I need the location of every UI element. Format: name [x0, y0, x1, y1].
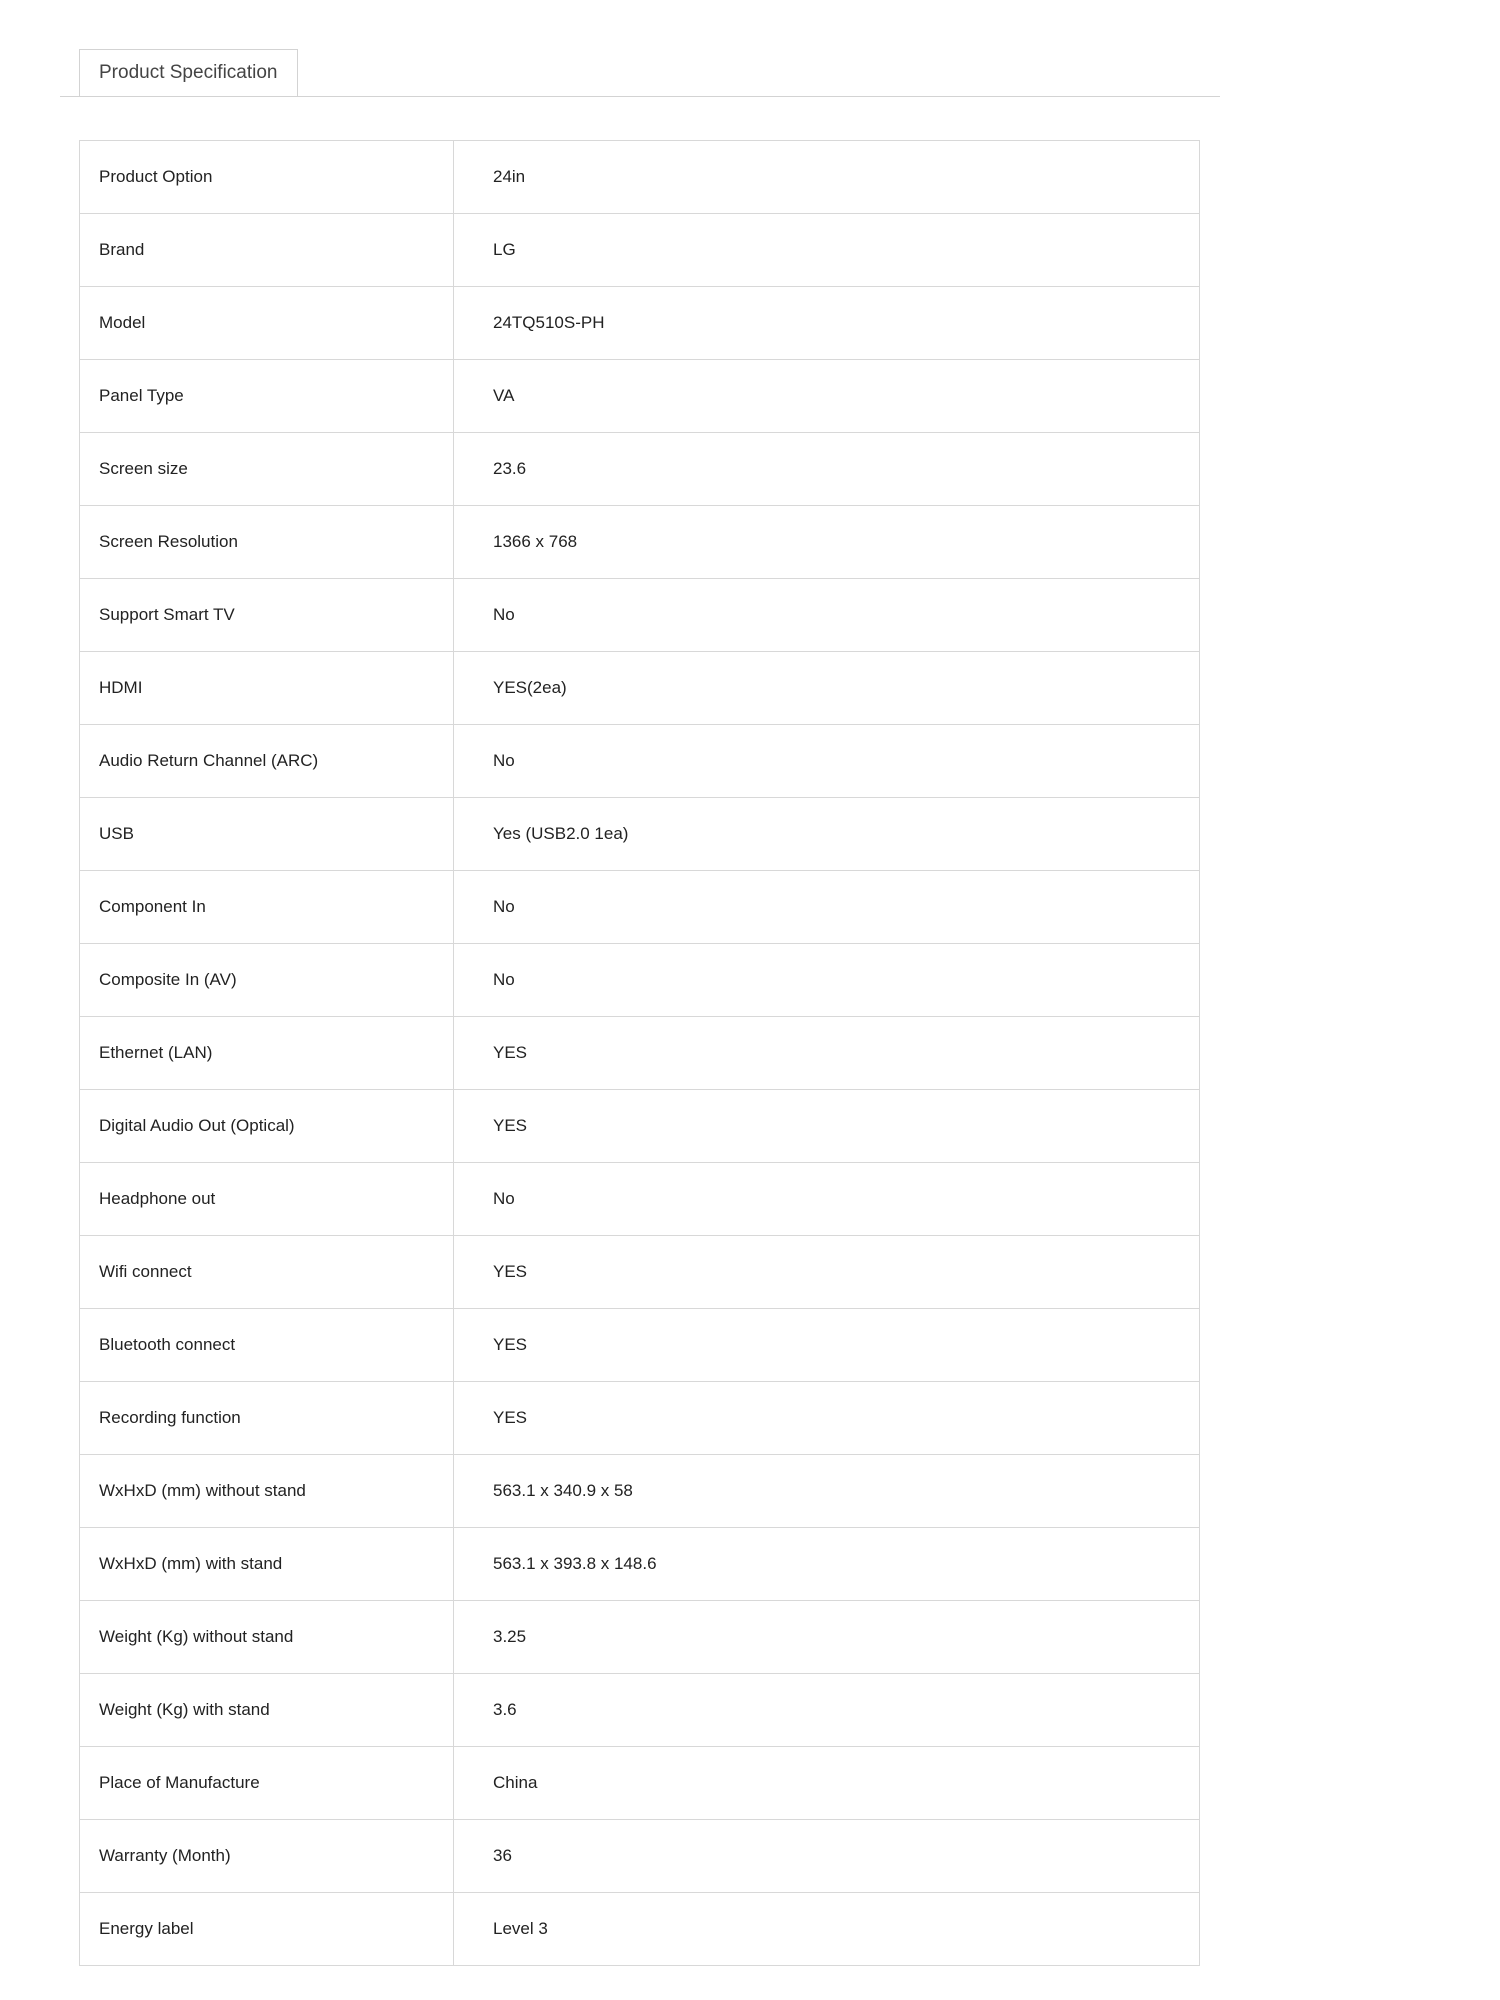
table-row: [80, 1674, 1200, 1747]
spec-table-body: [80, 141, 1200, 1966]
spec-label: WxHxD (mm) with stand: [80, 1528, 454, 1601]
spec-value: China: [454, 1747, 1200, 1820]
spec-value: YES: [454, 1017, 1200, 1090]
spec-value: No: [454, 725, 1200, 798]
table-row: [80, 1747, 1200, 1820]
spec-label: Weight (Kg) with stand: [80, 1674, 454, 1747]
spec-label: Model: [80, 287, 454, 360]
spec-value: YES: [454, 1236, 1200, 1309]
spec-value: No: [454, 579, 1200, 652]
table-row: [80, 1528, 1200, 1601]
table-row: [80, 1820, 1200, 1893]
spec-table: [79, 140, 1200, 1966]
tab-bar: [60, 49, 1220, 97]
spec-label: Wifi connect: [80, 1236, 454, 1309]
spec-value: 563.1 x 340.9 x 58: [454, 1455, 1200, 1528]
spec-value: 23.6: [454, 433, 1200, 506]
spec-value: 3.25: [454, 1601, 1200, 1674]
spec-label: Bluetooth connect: [80, 1309, 454, 1382]
table-row: [80, 944, 1200, 1017]
spec-value: 24in: [454, 141, 1200, 214]
spec-value: YES: [454, 1309, 1200, 1382]
spec-label: Ethernet (LAN): [80, 1017, 454, 1090]
spec-value: Yes (USB2.0 1ea): [454, 798, 1200, 871]
spec-label: Panel Type: [80, 360, 454, 433]
spec-label: Recording function: [80, 1382, 454, 1455]
spec-value: LG: [454, 214, 1200, 287]
table-row: [80, 287, 1200, 360]
table-row: [80, 1309, 1200, 1382]
spec-label: Headphone out: [80, 1163, 454, 1236]
table-row: [80, 1017, 1200, 1090]
table-row: [80, 1455, 1200, 1528]
spec-label: Support Smart TV: [80, 579, 454, 652]
table-row: [80, 1382, 1200, 1455]
spec-label: Brand: [80, 214, 454, 287]
spec-label: Component In: [80, 871, 454, 944]
spec-value: No: [454, 871, 1200, 944]
spec-value: No: [454, 1163, 1200, 1236]
table-row: [80, 579, 1200, 652]
spec-label: Digital Audio Out (Optical): [80, 1090, 454, 1163]
tab-product-specification[interactable]: Product Specification: [79, 49, 298, 96]
table-row: [80, 798, 1200, 871]
spec-value: YES(2ea): [454, 652, 1200, 725]
table-row: [80, 725, 1200, 798]
spec-value: YES: [454, 1382, 1200, 1455]
table-row: [80, 360, 1200, 433]
spec-label: Screen size: [80, 433, 454, 506]
spec-value: 3.6: [454, 1674, 1200, 1747]
table-row: [80, 652, 1200, 725]
spec-label: WxHxD (mm) without stand: [80, 1455, 454, 1528]
table-row: [80, 214, 1200, 287]
spec-label: Warranty (Month): [80, 1820, 454, 1893]
table-row: [80, 1236, 1200, 1309]
spec-value: 563.1 x 393.8 x 148.6: [454, 1528, 1200, 1601]
spec-label: Weight (Kg) without stand: [80, 1601, 454, 1674]
table-row: [80, 506, 1200, 579]
spec-label: Screen Resolution: [80, 506, 454, 579]
table-row: [80, 1163, 1200, 1236]
table-row: [80, 433, 1200, 506]
spec-value: 1366 x 768: [454, 506, 1200, 579]
spec-value: VA: [454, 360, 1200, 433]
spec-label: USB: [80, 798, 454, 871]
spec-label: Product Option: [80, 141, 454, 214]
spec-label: Composite In (AV): [80, 944, 454, 1017]
spec-value: No: [454, 944, 1200, 1017]
spec-value: 36: [454, 1820, 1200, 1893]
spec-label: HDMI: [80, 652, 454, 725]
spec-value: Level 3: [454, 1893, 1200, 1966]
table-row: [80, 1893, 1200, 1966]
spec-value: 24TQ510S-PH: [454, 287, 1200, 360]
table-row: [80, 141, 1200, 214]
spec-label: Energy label: [80, 1893, 454, 1966]
spec-value: YES: [454, 1090, 1200, 1163]
table-row: [80, 1601, 1200, 1674]
spec-label: Audio Return Channel (ARC): [80, 725, 454, 798]
table-row: [80, 1090, 1200, 1163]
table-row: [80, 871, 1200, 944]
spec-label: Place of Manufacture: [80, 1747, 454, 1820]
